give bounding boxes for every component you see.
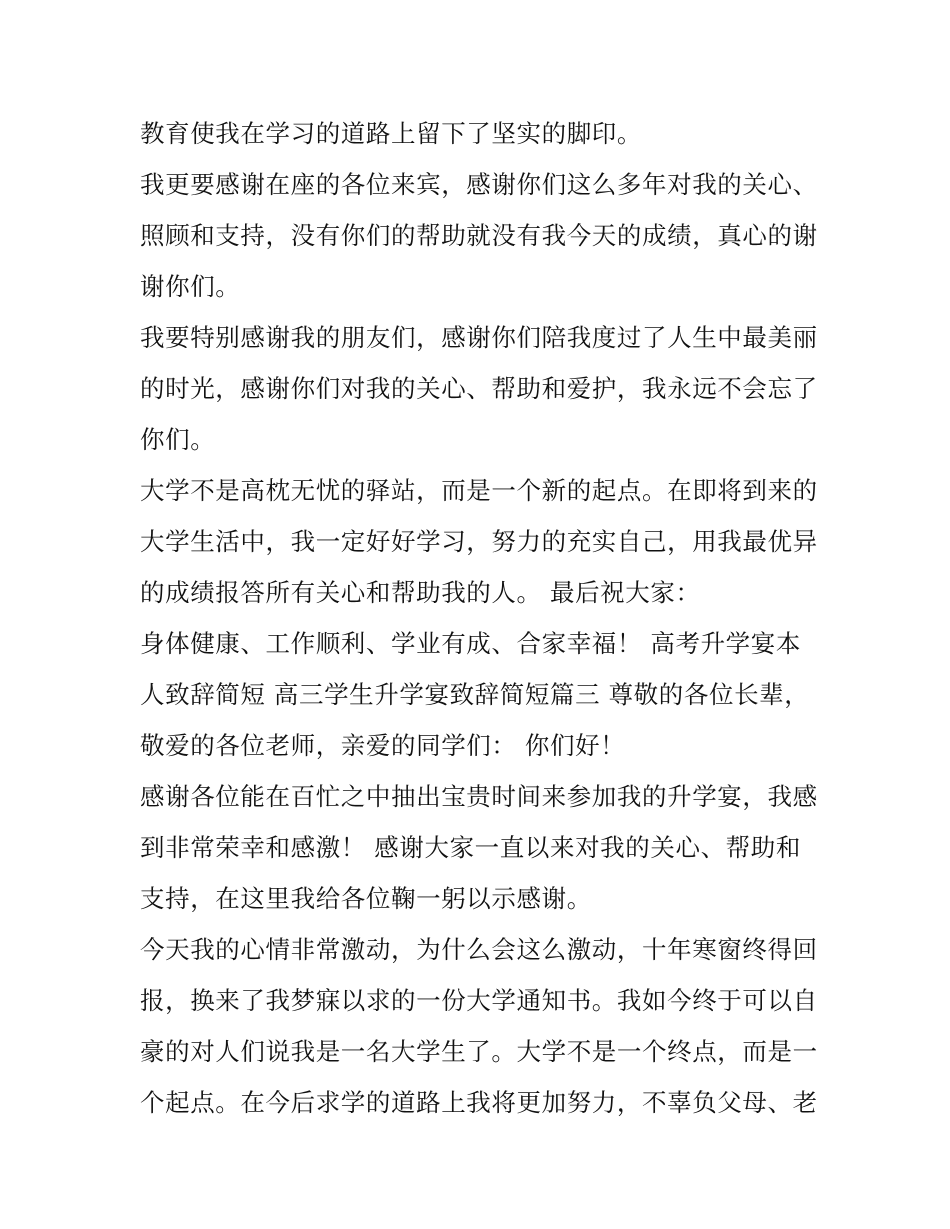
text-line: 今天我的心情非常激动，为什么会这么激动，十年寒窗终得回	[140, 935, 818, 964]
text-line: 我要特别感谢我的朋友们，感谢你们陪我度过了人生中最美丽	[140, 323, 818, 352]
text-line: 身体健康、工作顺利、学业有成、合家幸福！ 高考升学宴本	[140, 629, 801, 658]
text-line: 我更要感谢在座的各位来宾，感谢你们这么多年对我的关心、	[140, 170, 818, 199]
text-line: 敬爱的各位老师，亲爱的同学们： 你们好！	[140, 731, 626, 760]
text-line: 谢你们。	[140, 272, 241, 301]
document-body	[140, 108, 820, 1128]
text-line: 支持，在这里我给各位鞠一躬以示感谢。	[140, 884, 592, 913]
text-line: 照顾和支持，没有你们的帮助就没有我今天的成绩，真心的谢	[140, 221, 818, 250]
text-line: 大学不是高枕无忧的驿站，而是一个新的起点。在即将到来的	[140, 476, 818, 505]
text-line: 的时光，感谢你们对我的关心、帮助和爱护，我永远不会忘了	[140, 374, 818, 403]
text-line: 的成绩报答所有关心和帮助我的人。 最后祝大家：	[140, 578, 701, 607]
text-line: 你们。	[140, 425, 216, 454]
text-line: 到非常荣幸和感激！ 感谢大家一直以来对我的关心、帮助和	[140, 833, 801, 862]
text-line: 个起点。在今后求学的道路上我将更加努力，不辜负父母、老	[140, 1088, 818, 1117]
text-line: 豪的对人们说我是一名大学生了。大学不是一个终点，而是一	[140, 1037, 818, 1066]
text-line: 人致辞简短 高三学生升学宴致辞简短篇三 尊敬的各位长辈，	[140, 680, 810, 709]
text-line: 报，换来了我梦寐以求的一份大学通知书。我如今终于可以自	[140, 986, 818, 1015]
text-line: 教育使我在学习的道路上留下了坚实的脚印。	[140, 119, 642, 148]
text-line: 大学生活中，我一定好好学习，努力的充实自己，用我最优异	[140, 527, 818, 556]
text-line: 感谢各位能在百忙之中抽出宝贵时间来参加我的升学宴，我感	[140, 782, 818, 811]
